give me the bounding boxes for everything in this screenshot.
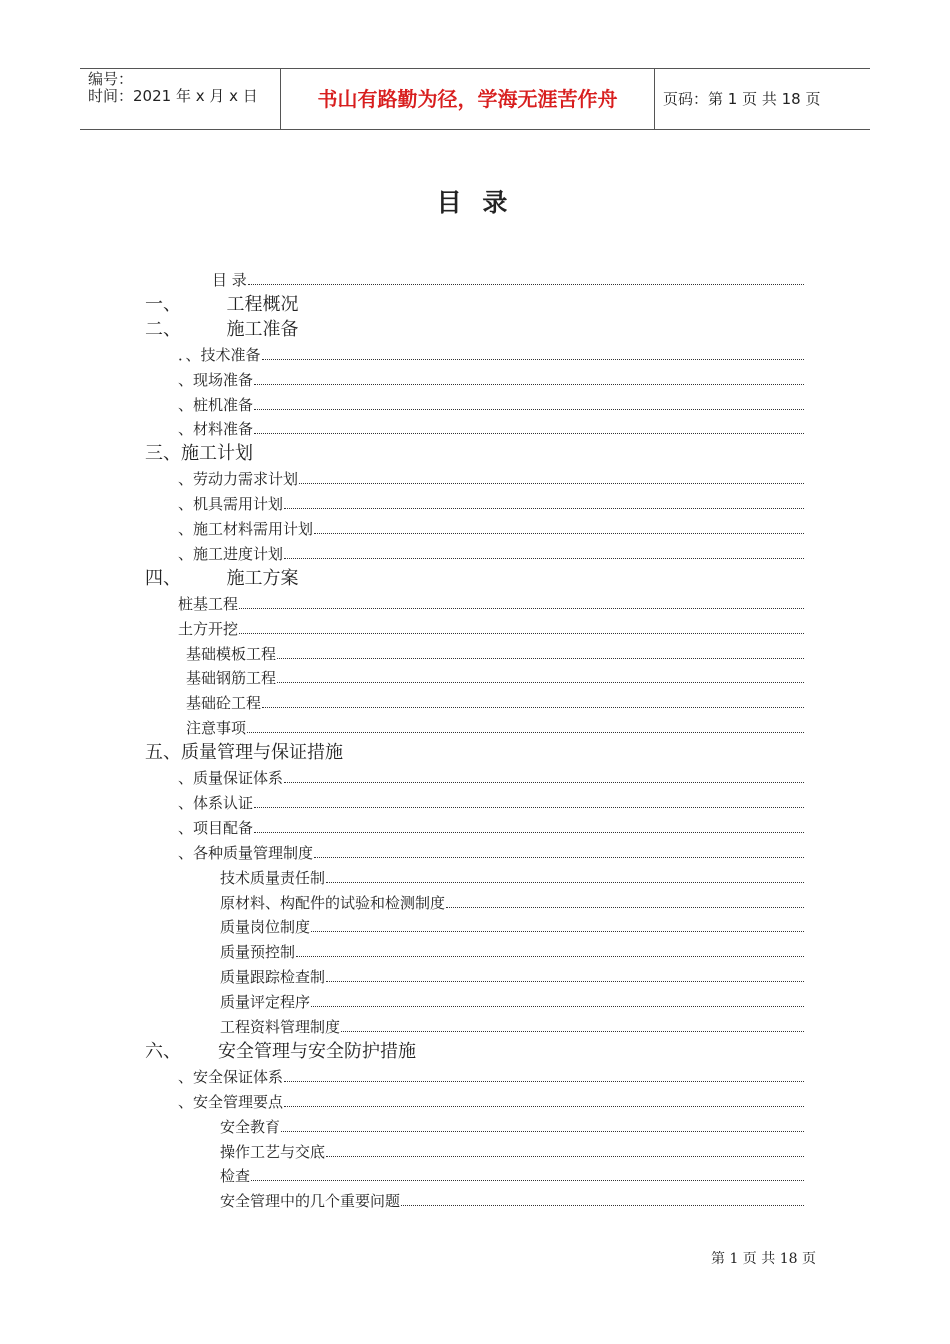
toc-entry-label: 、各种质量管理制度 (178, 843, 314, 862)
toc-section-title: 施工计划 (181, 443, 253, 465)
toc-dot-leader (248, 283, 804, 285)
toc-entry (220, 988, 804, 1012)
toc-entry-label: 、安全保证体系 (178, 1067, 284, 1086)
toc-entry-label: 质量跟踪检查制 (220, 968, 326, 987)
toc-section-heading (145, 739, 343, 763)
toc-dot-leader (284, 1105, 804, 1107)
toc-entry (220, 1113, 804, 1137)
toc-section-number: 五、 (145, 742, 181, 764)
toc-entry-label: 操作工艺与交底 (220, 1142, 326, 1161)
time-label: 时间：2021 年 x 月 x 日 (88, 87, 258, 105)
toc-entry (178, 1088, 804, 1112)
toc-entry (178, 515, 804, 539)
toc-entry-label: 、质量保证体系 (178, 769, 284, 787)
toc-dot-leader (251, 1179, 804, 1181)
toc-entry-label: 安全教育 (220, 1117, 281, 1136)
header-motto: 书山有路勤为径，学海无涯苦作舟 (281, 69, 655, 129)
toc-entry (220, 938, 804, 962)
toc-section-heading (145, 565, 299, 589)
toc-dot-leader (239, 632, 804, 634)
toc-dot-leader (326, 881, 804, 883)
page-title: 目 录 (436, 188, 514, 217)
toc-entry (178, 615, 804, 639)
toc-entry-label: ．、技术准备 (178, 345, 261, 364)
toc-entry (178, 490, 804, 514)
toc-section-heading (145, 316, 299, 340)
toc-section-number: 四、 (145, 567, 181, 589)
toc-entry-label: 、机具需用计划 (178, 495, 284, 514)
toc-entry-label: 注意事项 (186, 719, 247, 738)
toc-entry-label: 基础模板工程 (186, 644, 277, 663)
toc-entry (186, 714, 804, 738)
toc-dot-leader (254, 408, 804, 410)
toc-entry (220, 913, 804, 937)
toc-dot-leader (254, 806, 804, 808)
toc-entry (178, 391, 804, 415)
toc-entry (178, 764, 804, 788)
toc-section-number: 三、 (145, 443, 181, 465)
toc-section-number: 二、 (145, 318, 181, 340)
toc-entry-label: 安全管理中的几个重要问题 (220, 1192, 401, 1211)
toc-entry (178, 540, 804, 564)
toc-entry-label: 质量评定程序 (220, 993, 311, 1012)
toc-dot-leader (446, 906, 804, 908)
page-footer: 第 1 页 共 18 页 (711, 1251, 816, 1267)
toc-entry-label: 、体系认证 (178, 793, 254, 812)
toc-entry (178, 1063, 804, 1087)
toc-entry-label: 、材料准备 (178, 420, 254, 439)
toc-entry (178, 366, 804, 390)
toc-dot-leader (326, 980, 804, 982)
toc-entry (220, 1162, 804, 1186)
toc-entry (178, 839, 804, 863)
header-meta-cell (80, 69, 281, 129)
toc-section-heading (145, 440, 253, 464)
toc-entry-label: 、劳动力需求计划 (178, 470, 299, 489)
toc-entry-label: 桩基工程 (178, 594, 239, 613)
toc-dot-leader (254, 432, 804, 434)
toc-entry-label: 质量预控制 (220, 943, 296, 962)
toc-entry-label: 质量岗位制度 (220, 918, 311, 937)
toc-entry (178, 465, 804, 489)
toc-entry (220, 889, 804, 913)
toc-dot-leader (262, 358, 804, 360)
toc-entry (178, 415, 804, 439)
toc-dot-leader (277, 657, 804, 659)
toc-entry-label: 目 录 (212, 271, 247, 289)
toc-section-heading (145, 1038, 416, 1062)
toc-dot-leader (277, 681, 804, 683)
toc-entry (178, 789, 804, 813)
toc-entry-label: 、现场准备 (178, 370, 254, 389)
toc-entry (212, 266, 804, 290)
toc-section-title: 质量管理与保证措施 (181, 742, 343, 764)
toc-entry-label: 基础砼工程 (186, 694, 262, 713)
toc-dot-leader (314, 532, 804, 534)
toc-dot-leader (311, 1005, 804, 1007)
toc-dot-leader (247, 731, 804, 733)
toc-entry-label: 检查 (220, 1167, 251, 1186)
toc-dot-leader (299, 482, 804, 484)
toc-entry (220, 963, 804, 987)
toc-dot-leader (326, 1155, 804, 1157)
toc-entry-label: 工程资料管理制度 (220, 1018, 341, 1036)
toc-entry-label: 技术质量责任制 (220, 868, 326, 887)
toc-dot-leader (262, 706, 804, 708)
toc-entry-label: 、安全管理要点 (178, 1092, 284, 1111)
toc-dot-leader (314, 856, 804, 858)
toc-section-title: 施工方案 (226, 567, 299, 589)
toc-dot-leader (254, 831, 804, 833)
toc-entry (220, 1138, 804, 1162)
serial-label: 编号： (88, 70, 134, 88)
toc-dot-leader (254, 383, 804, 385)
toc-entry (220, 1187, 804, 1211)
header-table (80, 68, 870, 130)
toc-entry (220, 864, 804, 888)
toc-section-heading (145, 291, 299, 315)
toc-section-title: 施工准备 (226, 318, 299, 340)
toc-entry-label: 、施工进度计划 (178, 544, 284, 563)
toc-dot-leader (284, 507, 804, 509)
toc-entry (186, 664, 804, 688)
toc-entry (186, 640, 804, 664)
toc-dot-leader (401, 1204, 804, 1206)
toc-entry (186, 689, 804, 713)
toc-dot-leader (281, 1130, 804, 1132)
toc-dot-leader (311, 930, 804, 932)
toc-dot-leader (284, 1080, 804, 1082)
toc-dot-leader (284, 781, 804, 783)
toc-section-title: 工程概况 (226, 293, 299, 315)
toc-entry (178, 341, 804, 365)
toc-entry-label: 土方开挖 (178, 619, 239, 638)
toc-section-title: 安全管理与安全防护措施 (218, 1040, 416, 1062)
toc-entry (178, 590, 804, 614)
toc-entry-label: 、施工材料需用计划 (178, 520, 314, 538)
toc-dot-leader (284, 557, 804, 559)
header-page-info: 页码：第 1 页 共 18 页 (663, 90, 821, 108)
toc-dot-leader (239, 607, 804, 609)
toc-dot-leader (296, 955, 804, 957)
toc-section-number: 六、 (145, 1040, 181, 1062)
toc-entry (220, 1013, 804, 1037)
toc-section-number: 一、 (145, 293, 181, 315)
toc-dot-leader (341, 1030, 804, 1032)
toc-entry (178, 814, 804, 838)
toc-entry-label: 原材料、构配件的试验和检测制度 (220, 893, 446, 912)
toc-entry-label: 基础钢筋工程 (186, 669, 277, 688)
toc-entry-label: 、项目配备 (178, 818, 254, 837)
toc-entry-label: 、桩机准备 (178, 395, 254, 414)
